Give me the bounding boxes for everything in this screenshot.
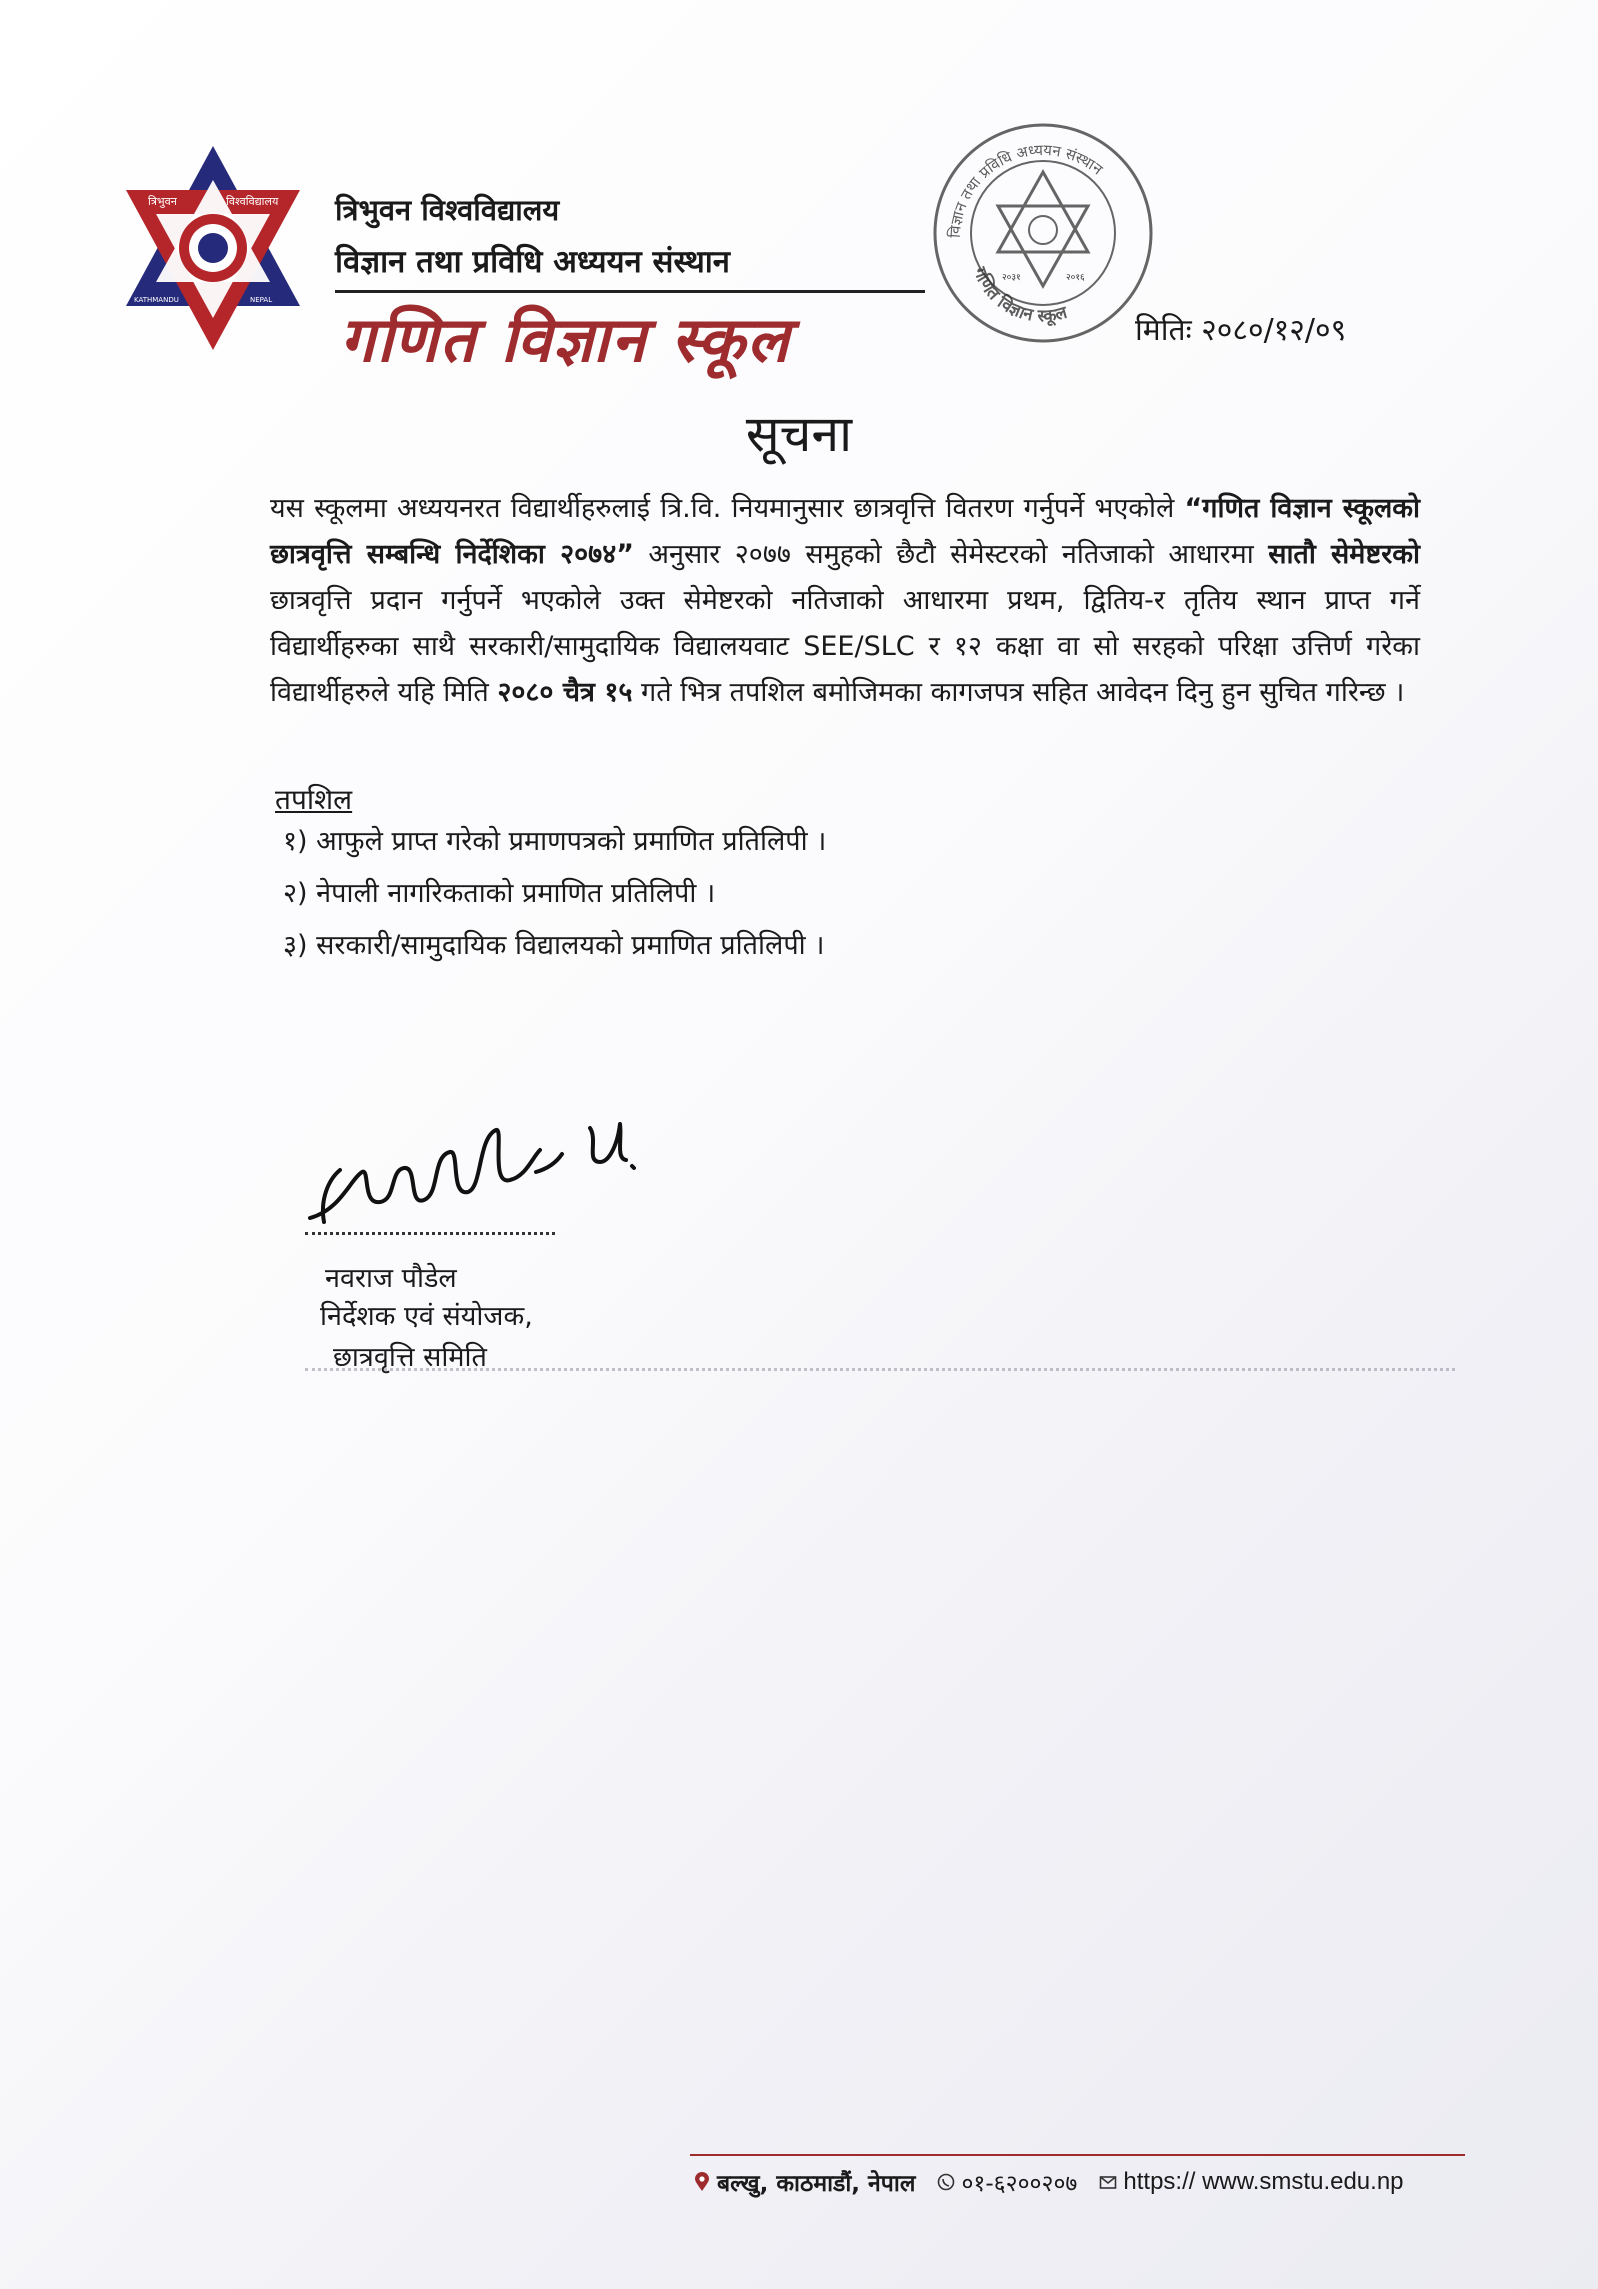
signer-name: नवराज पौडेल	[325, 1263, 457, 1294]
list-item: ३) सरकारी/सामुदायिक विद्यालयको प्रमाणित प्रतिलिपी ।	[283, 930, 825, 961]
footer-website-link[interactable]: https:// www.smstu.edu.np	[1123, 2168, 1404, 2195]
tu-logo-icon	[122, 142, 304, 354]
stamp-year-right: २०१६	[1066, 273, 1085, 283]
list-heading: तपशिल	[275, 783, 353, 816]
body-bold-deadline: २०८० चैत्र १५	[497, 677, 633, 708]
stamp-ring-text-top: विज्ञान तथा प्रविधि अध्ययन संस्थान	[945, 140, 1107, 239]
notice-date: मितिः २०८०/१२/०९	[1135, 313, 1347, 348]
official-stamp	[930, 120, 1156, 346]
list-item: २) नेपाली नागरिकताको प्रमाणित प्रतिलिपी ।	[283, 878, 716, 909]
footer-address: बल्खु, काठमाडौं, नेपाल	[717, 2171, 916, 2197]
scan-artifact-line	[305, 1368, 1455, 1371]
body-bold-semester: सातौ सेमेष्टरको	[1268, 539, 1420, 570]
list-item: १) आफुले प्राप्त गरेको प्रमाणपत्रको प्रमाणित प्रतिलिपी ।	[283, 826, 827, 857]
logo-text-bottom-right: NEPAL	[250, 296, 273, 304]
location-pin-icon	[693, 2172, 711, 2192]
footer-divider	[690, 2154, 1465, 2156]
required-documents-list	[283, 816, 826, 972]
signature	[300, 1110, 650, 1240]
signer-title: निर्देशक एवं संयोजक,	[320, 1301, 533, 1332]
stamp-year-left: २०३१	[1002, 273, 1021, 283]
body-text-4: गते भित्र तपशिल बमोजिमका कागजपत्र सहित आवेदन दिनु हुन सुचित गरिन्छ ।	[632, 677, 1405, 708]
header-divider	[335, 290, 925, 293]
phone-icon	[937, 2172, 955, 2192]
mail-icon	[1099, 2172, 1117, 2192]
logo-text-left: त्रिभुवन	[148, 195, 177, 208]
signature-line	[305, 1232, 555, 1235]
body-text-3: छात्रवृत्ति प्रदान गर्नुपर्ने भएकोले उक्त सेमेष्टरको नतिजाको आधारमा प्रथम, द्वितिय-र तृतिय स्थान प्राप्त गर्ने विद्यार्थीहरुका साथै सरकारी/सामुदायिक विद्यालयवाट SEE/SLC र १२ कक्षा वा सो सरहको परिक्षा उत्तिर्ण गरेका विद्यार्थीहरुले यहि मिति	[270, 585, 1420, 708]
footer-phone: ०१-६२००२०७	[961, 2171, 1078, 2197]
body-text-1: यस स्कूलमा अध्ययनरत विद्यार्थीहरुलाई त्रि.वि. नियमानुसार छात्रवृत्ति वितरण गर्नुपर्ने भएकोले	[270, 493, 1185, 524]
body-text-2: अनुसार २०७७ समुहको छैटौ सेमेस्टरको नतिजाको आधारमा	[634, 539, 1269, 570]
notice-title: सूचना	[745, 405, 853, 463]
notice-body	[270, 486, 1420, 716]
body-bold-directive: “गणित विज्ञान स्कूलको छात्रवृत्ति सम्बन्धि निर्देशिका २०७४”	[270, 493, 1421, 570]
stamp-ring-text-bottom: गणित विज्ञान स्कूल	[969, 264, 1070, 327]
footer-contact	[693, 2164, 1404, 2200]
university-name: त्रिभुवन विश्वविद्यालय	[335, 193, 560, 227]
committee-name: छात्रवृत्ति समिति	[333, 1342, 487, 1373]
logo-text-bottom-left: KATHMANDU	[134, 296, 179, 304]
school-name: गणित विज्ञान स्कूल	[340, 303, 791, 376]
institute-name: विज्ञान तथा प्रविधि अध्ययन संस्थान	[335, 244, 730, 280]
logo-text-right: विश्वविद्यालय	[226, 195, 279, 208]
